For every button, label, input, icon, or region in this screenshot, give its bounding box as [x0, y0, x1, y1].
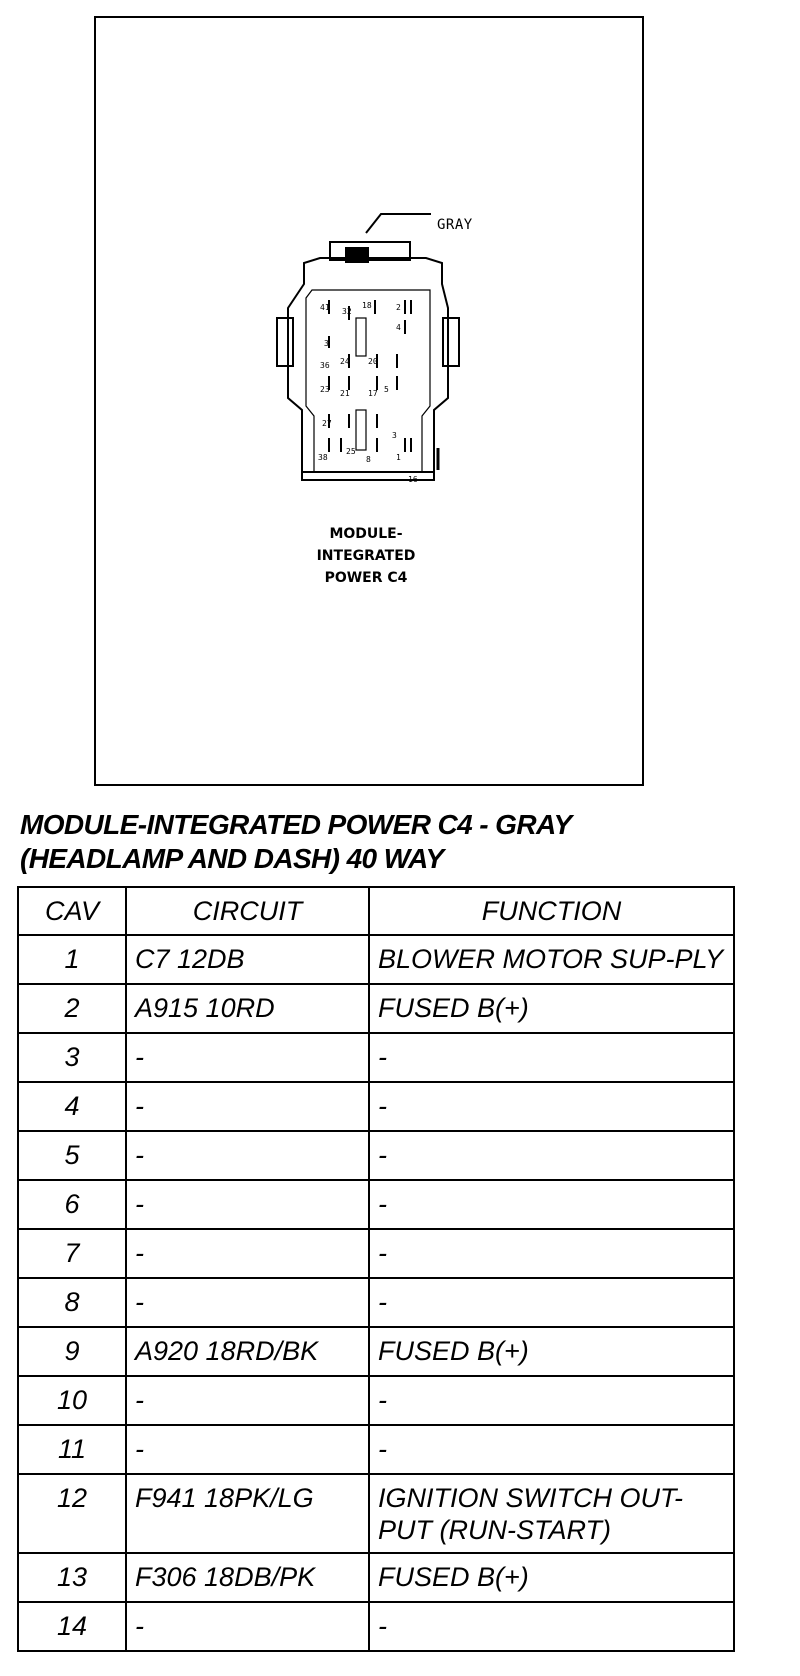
cell-cav: 14 [18, 1602, 126, 1651]
table-row [18, 1376, 734, 1425]
cavity-number: 38 [318, 453, 328, 462]
connector-title [20, 808, 572, 876]
cell-cav: 10 [18, 1376, 126, 1425]
cavity-number: 25 [346, 447, 356, 456]
cell-function: - [369, 1278, 734, 1327]
cell-cav: 7 [18, 1229, 126, 1278]
cell-cav: 3 [18, 1033, 126, 1082]
cavity-number: 2 [396, 303, 401, 312]
header-function: FUNCTION [369, 887, 734, 935]
cavity-number: 3 [392, 431, 397, 440]
table-row [18, 1229, 734, 1278]
table-row [18, 1327, 734, 1376]
cavity-number: 3 [324, 339, 329, 348]
cell-function: FUSED B(+) [369, 1327, 734, 1376]
table-header-row [18, 887, 734, 935]
cavity-number: 36 [320, 361, 330, 370]
table-row [18, 984, 734, 1033]
caption-line: MODULE- [329, 526, 403, 542]
cavity-number: 17 [368, 389, 378, 398]
cavity-number: 1 [396, 453, 401, 462]
cell-cav: 5 [18, 1131, 126, 1180]
cell-circuit: A915 10RD [126, 984, 369, 1033]
title-line-2: (HEADLAMP AND DASH) 40 WAY [20, 843, 444, 874]
cell-circuit: - [126, 1425, 369, 1474]
cell-function: - [369, 1376, 734, 1425]
right-latch [443, 318, 459, 366]
header-cav: CAV [18, 887, 126, 935]
cavity-number: 5 [384, 385, 389, 394]
pinout-table [17, 886, 735, 1652]
cavity-number: 32 [342, 307, 352, 316]
table-row [18, 1425, 734, 1474]
cell-cav: 13 [18, 1553, 126, 1602]
left-latch [277, 318, 293, 366]
cell-cav: 12 [18, 1474, 126, 1553]
table-row [18, 1602, 734, 1651]
connector-figure [94, 16, 644, 786]
cavity-number: 41 [320, 303, 330, 312]
cell-function: - [369, 1033, 734, 1082]
cell-function: BLOWER MOTOR SUP-PLY [369, 935, 734, 984]
cavity-number: 24 [340, 357, 350, 366]
cell-circuit: - [126, 1180, 369, 1229]
cell-function: - [369, 1131, 734, 1180]
table-row [18, 935, 734, 984]
cell-circuit: - [126, 1602, 369, 1651]
cell-circuit: A920 18RD/BK [126, 1327, 369, 1376]
header-circuit: CIRCUIT [126, 887, 369, 935]
table-row [18, 1033, 734, 1082]
cell-circuit: C7 12DB [126, 935, 369, 984]
cavity-number: 21 [340, 389, 350, 398]
cavity-number: 4 [396, 323, 401, 332]
cell-circuit: - [126, 1278, 369, 1327]
table-row [18, 1180, 734, 1229]
table-row [18, 1131, 734, 1180]
cell-function: - [369, 1602, 734, 1651]
cavity-number: 27 [322, 419, 332, 428]
color-callout-label: GRAY [437, 217, 473, 233]
connector-housing [288, 258, 448, 480]
cell-circuit: - [126, 1131, 369, 1180]
cell-circuit: - [126, 1376, 369, 1425]
caption-line: POWER C4 [324, 570, 408, 586]
cavity-number: 8 [366, 455, 371, 464]
cavity-number: 23 [320, 385, 330, 394]
cell-circuit: - [126, 1229, 369, 1278]
cell-function: - [369, 1180, 734, 1229]
cavity-number: 16 [408, 475, 418, 484]
connector-drawing [96, 18, 642, 784]
callout-leader [366, 214, 431, 233]
cell-function: IGNITION SWITCH OUT-PUT (RUN-START) [369, 1474, 734, 1553]
connector-caption [246, 523, 486, 589]
cell-cav: 9 [18, 1327, 126, 1376]
cell-cav: 6 [18, 1180, 126, 1229]
cavity-number: 18 [362, 301, 372, 310]
cell-function: - [369, 1425, 734, 1474]
table-row [18, 1474, 734, 1553]
cell-cav: 11 [18, 1425, 126, 1474]
cell-function: FUSED B(+) [369, 1553, 734, 1602]
caption-line: INTEGRATED [316, 548, 416, 564]
cell-circuit: F941 18PK/LG [126, 1474, 369, 1553]
table-row [18, 1553, 734, 1602]
title-line-1: MODULE-INTEGRATED POWER C4 - GRAY [20, 809, 572, 840]
cell-cav: 2 [18, 984, 126, 1033]
cell-circuit: - [126, 1033, 369, 1082]
cell-cav: 8 [18, 1278, 126, 1327]
cavity-number: 20 [368, 357, 378, 366]
cell-function: - [369, 1082, 734, 1131]
table-row [18, 1082, 734, 1131]
cell-cav: 1 [18, 935, 126, 984]
cell-circuit: F306 18DB/PK [126, 1553, 369, 1602]
table-row [18, 1278, 734, 1327]
cell-function: FUSED B(+) [369, 984, 734, 1033]
cell-cav: 4 [18, 1082, 126, 1131]
cell-function: - [369, 1229, 734, 1278]
cell-circuit: - [126, 1082, 369, 1131]
